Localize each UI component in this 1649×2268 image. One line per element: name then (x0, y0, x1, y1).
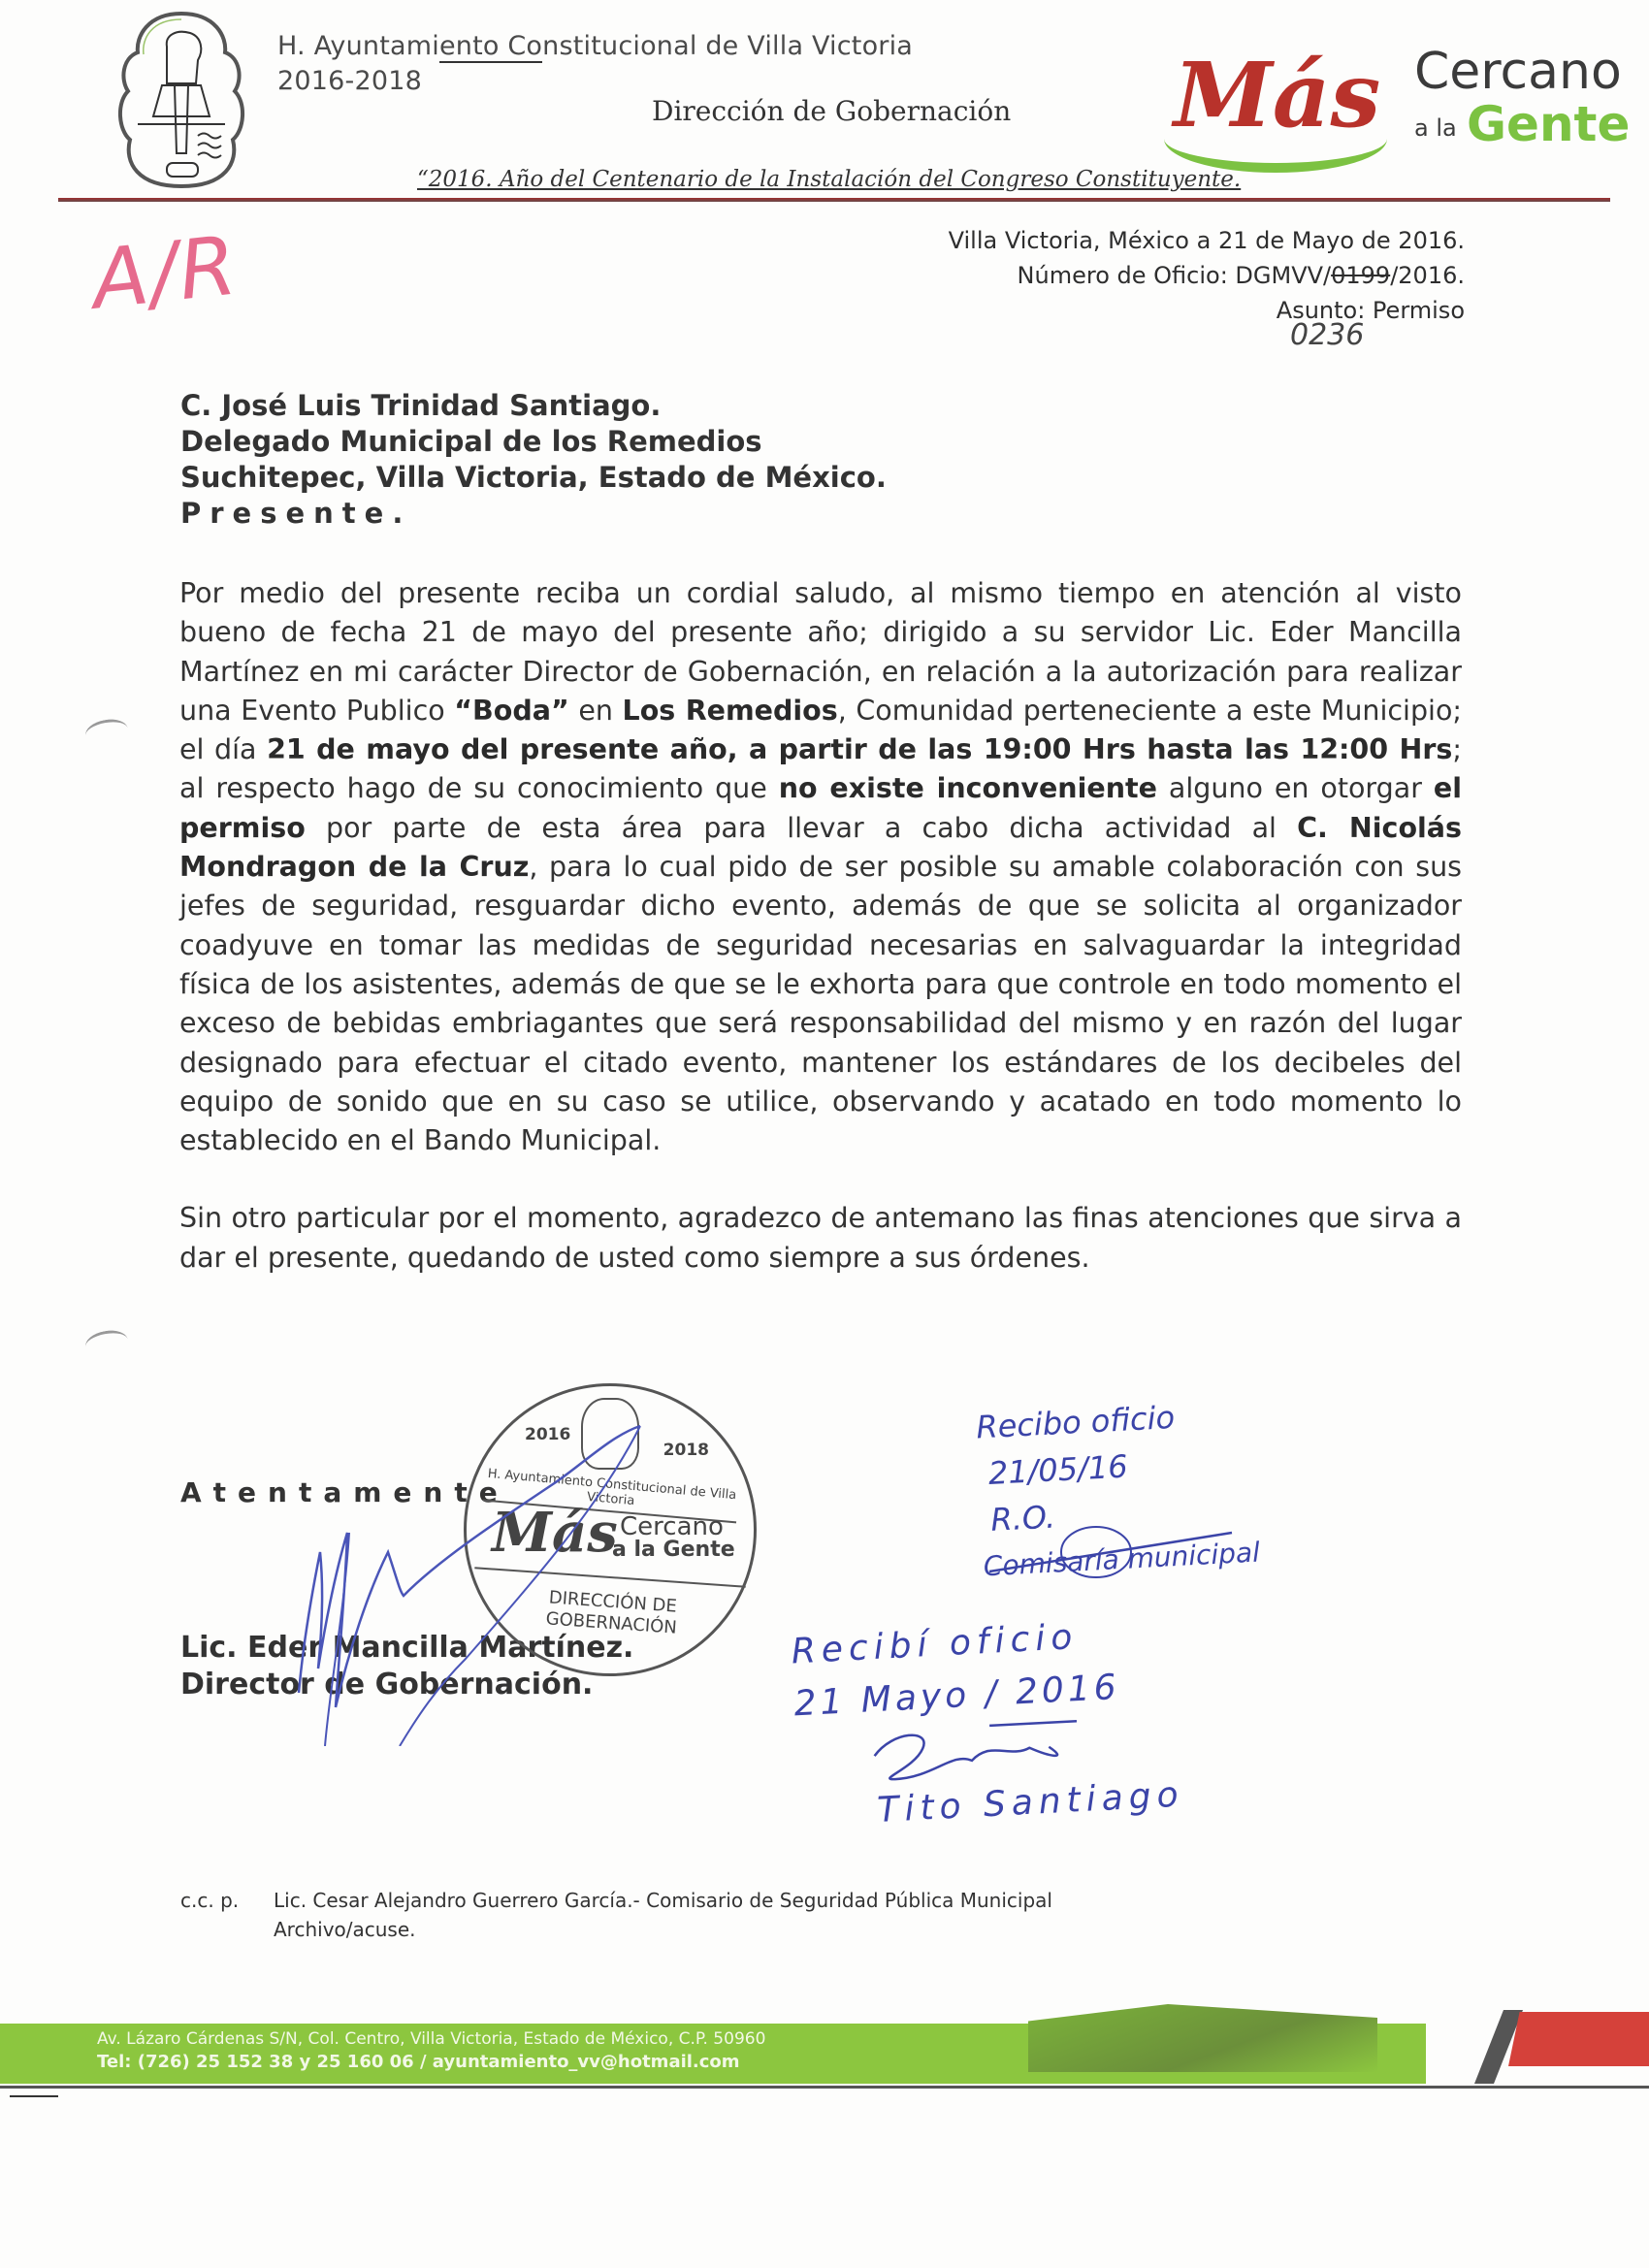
header-organization (277, 29, 913, 99)
footer-red-bar (1508, 2012, 1649, 2066)
signer-name: Lic. Eder Mancilla Martínez. (180, 1631, 634, 1665)
ccp-recipient: Lic. Cesar Alejandro Guerrero García.- Comisario de Seguridad Pública Municipal (274, 1889, 1052, 1912)
addressee-location: Suchitepec, Villa Victoria, Estado de México. (180, 461, 887, 494)
signer-title: Director de Gobernación. (180, 1668, 594, 1701)
receipt1-initials: R.O. (989, 1498, 1056, 1539)
subject: Asunto: Permiso (1276, 297, 1465, 324)
handwritten-folio: 0236 (1290, 318, 1365, 352)
hole-punch-mark (83, 716, 130, 747)
body-emphasis: el permiso (179, 772, 1462, 844)
org-years: 2016-2018 (277, 66, 422, 96)
body-text: , Comunidad perteneciente a este Municipio; el día (179, 694, 1463, 766)
body-emphasis: “Boda” (454, 694, 569, 727)
stamp-gente: a la Gente (612, 1538, 735, 1562)
stamp-cercano: Cercano (620, 1512, 724, 1541)
body-emphasis: Los Remedios (622, 694, 838, 727)
body-paragraph-1 (179, 574, 1462, 1160)
receipt2-line1: Recibí oficio (790, 1617, 1080, 1672)
receipt2-date: 21 Mayo / 2016 (792, 1667, 1121, 1725)
brand-cercano: Cercano (1414, 43, 1622, 101)
brand-mas: Más (1174, 43, 1381, 147)
receipt-note-2 (790, 1606, 1184, 1841)
addressee-title: Delegado Municipal de los Remedios (180, 425, 762, 458)
stamp-dept-line2: GOBERNACIÓN (545, 1608, 678, 1638)
body-emphasis: no existe inconveniente (778, 772, 1157, 805)
scan-page-edge (0, 2086, 1649, 2089)
body-text: ; al respecto hago de su conocimiento que (179, 733, 1462, 805)
stamp-dept-line1: DIRECCIÓN DE (548, 1587, 678, 1617)
body-paragraph-2: Sin otro particular por el momento, agradezco de antemano las finas atenciones que sirva a dar el presente, quedando de usted como siempre a sus órdenes. (179, 1202, 1462, 1274)
footer-bar-shade (1028, 2004, 1377, 2072)
body-emphasis: C. Nicolás Mondragon de la Cruz (179, 811, 1462, 884)
handwritten-ar-annotation: A/R (87, 217, 242, 328)
ccp-archive: Archivo/acuse. (274, 1918, 416, 1941)
oficio-number (949, 258, 1465, 293)
body-text: Por medio del presente reciba un cordial saludo, al mismo tiempo en atención al visto bueno de fecha 21 de mayo del presente año; dirigido a su servidor Lic. Eder Mancilla Martínez en mi carácter Director de Gobernación, en relación a la autorización para realizar una Evento Publico (179, 577, 1462, 727)
receipt1-comisaria: Comisaría municipal (983, 1536, 1261, 1583)
brand-gente: Gente (1467, 96, 1631, 152)
addressee-name: C. José Luis Trinidad Santiago. (180, 389, 662, 422)
addressee-block (180, 388, 887, 532)
stamp-mas: Más (492, 1501, 618, 1565)
municipal-crest-logo (109, 8, 254, 192)
salutation: Presente. (180, 497, 412, 530)
stamp-year-end: 2018 (663, 1441, 709, 1460)
brand-logo (1164, 37, 1631, 163)
closing-atentamente: Atentamente (180, 1476, 509, 1508)
director-signature (146, 1397, 824, 1746)
header-divider (58, 198, 1610, 202)
org-name-part: H. Ayuntami (277, 31, 439, 61)
oficio-suffix: /2016. (1390, 262, 1465, 289)
body-emphasis: 21 de mayo del presente año, a partir de las 19:00 Hrs hasta las 12:00 Hrs (267, 733, 1453, 766)
header-motto: “2016. Año del Centenario de la Instalación del Congreso Constituyente. (417, 167, 1242, 192)
scan-corner-mark (10, 2095, 58, 2097)
body-text: en (568, 694, 623, 727)
body-text: alguno en otorgar (1156, 772, 1434, 805)
receipt1-line1: Recibo oficio (975, 1398, 1176, 1446)
hole-punch-mark (83, 1327, 130, 1358)
footer-address: Av. Lázaro Cárdenas S/N, Col. Centro, Villa Victoria, Estado de México, C.P. 50960 (97, 2029, 766, 2049)
place-date: Villa Victoria, México a 21 de Mayo de 2016. (948, 227, 1465, 254)
body-text: por parte de esta área para llevar a cabo dicha actividad al (305, 811, 1298, 844)
ccp-label: c.c. p. (180, 1889, 240, 1912)
receipt1-date: 21/05/16 (986, 1447, 1129, 1492)
department-title: Dirección de Gobernación (652, 95, 1012, 127)
carbon-copy-block (180, 1886, 1052, 1944)
org-name-underlined: ento Co (438, 31, 543, 61)
receipt2-name: Tito Santiago (876, 1774, 1185, 1831)
stamp-year-start: 2016 (525, 1425, 571, 1444)
body-text: , para lo cual pido de ser posible su amable colaboración con sus jefes de seguridad, resguardar dicho evento, además de que se solicita al organizador coadyuve en tomar las medidas de seguridad necesarias en salvaguardar la integridad física de los asistentes, además de que se le exhorta para que controle en todo momento el exceso de bebidas embriagantes que será responsabilidad del mismo y en razón del lugar designado para efectuar el citado evento, mantener los estándares de los decibeles del equipo de sonido que en su caso se utilice, observando y acatado en todo momento lo establecido en el Bando Municipal. (179, 851, 1462, 1157)
brand-a-la: a la (1414, 114, 1457, 142)
reference-block (949, 223, 1465, 328)
receipt-note-1-scribble (970, 1513, 1261, 1591)
org-name-part: nstitucional de Villa Victoria (542, 31, 914, 61)
oficio-label: Número de Oficio: DGMVV/ (1017, 262, 1332, 289)
footer-contact (97, 2027, 765, 2074)
stamp-org: H. Ayuntamiento Constitucional de Villa Victoria (483, 1467, 739, 1524)
oficio-struck-number: 0199 (1331, 262, 1391, 289)
letter-body (179, 574, 1462, 1316)
footer-phone-email: Tel: (726) 25 152 38 y 25 160 06 / ayuntamiento_vv@hotmail.com (97, 2052, 740, 2072)
